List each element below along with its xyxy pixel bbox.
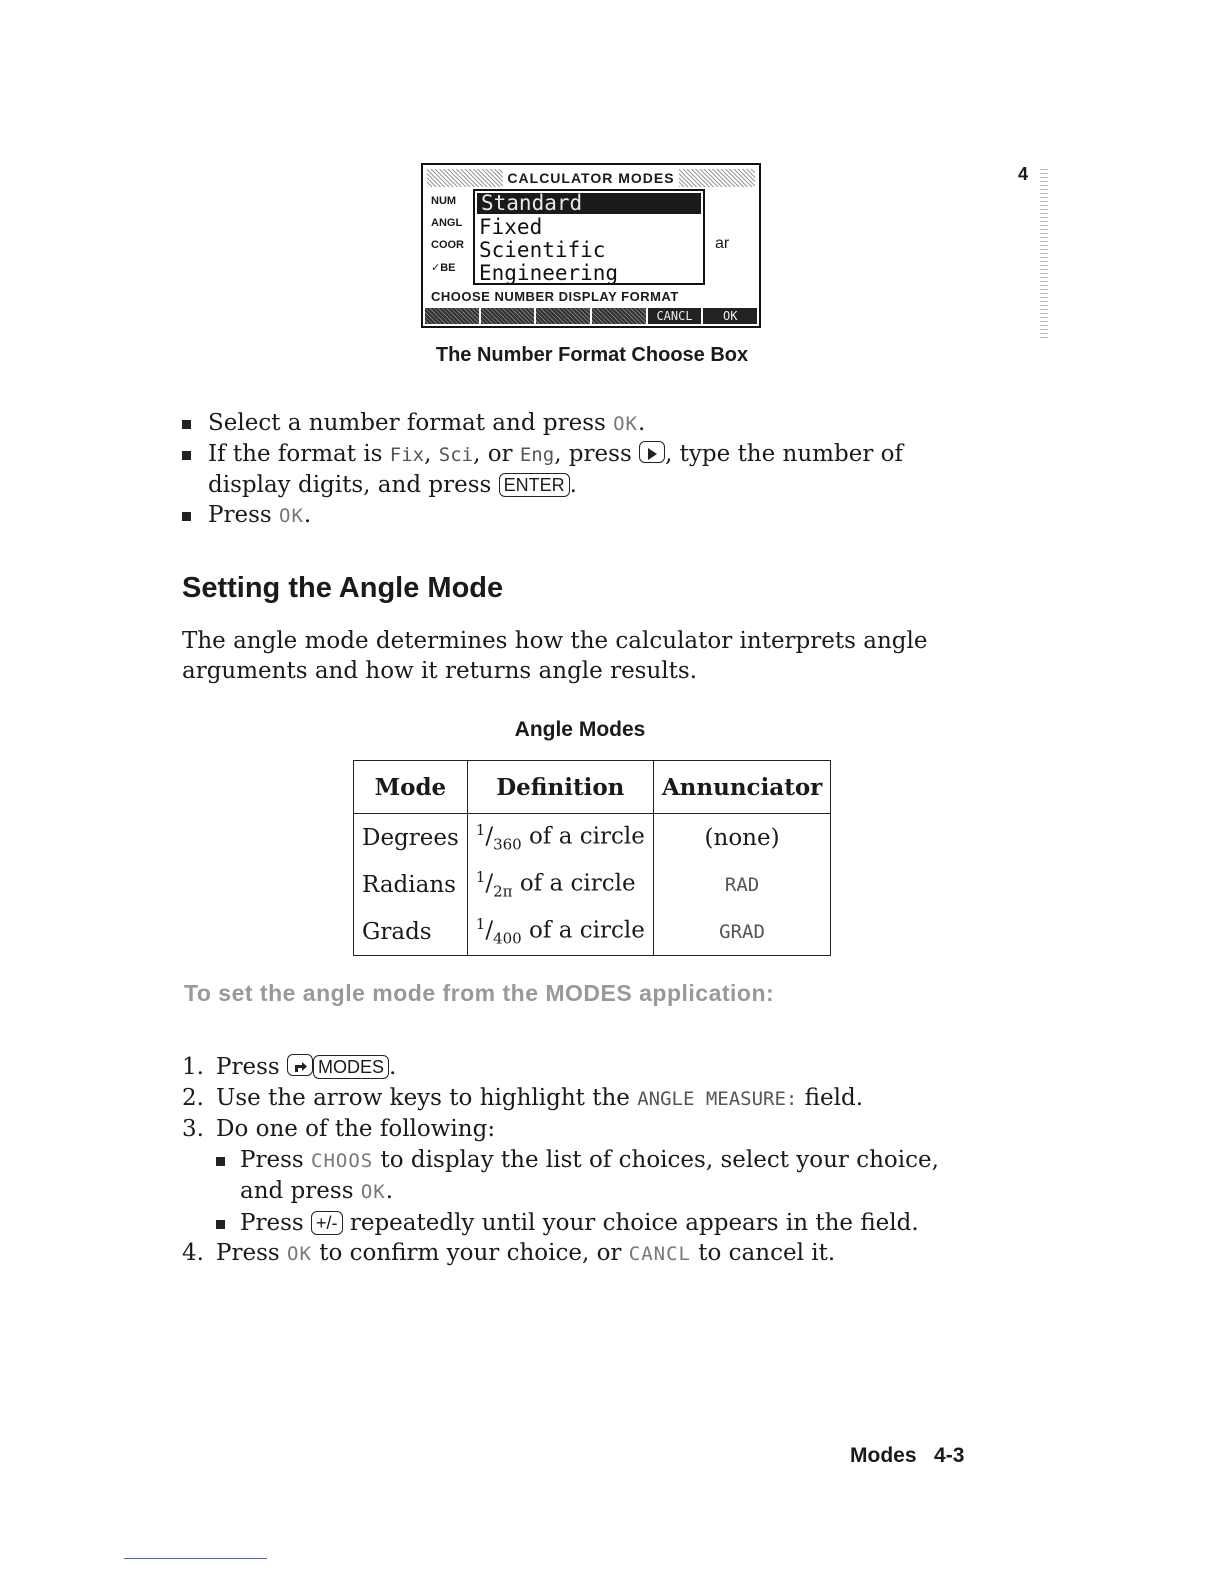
- plus-minus-key-icon: +/-: [311, 1211, 343, 1235]
- table-row: [354, 861, 831, 908]
- field-label-beep: ✓BE: [431, 262, 456, 274]
- ok-softkey-label: OK: [360, 1181, 386, 1203]
- calculator-screen: [421, 163, 761, 328]
- cancel-softkey-label: CANCL: [628, 1243, 691, 1265]
- list-item: 2. Use the arrow keys to highlight the ANGLE MEASURE: field.: [182, 1084, 863, 1111]
- angle-modes-table: [353, 760, 831, 956]
- ok-softkey-label: OK: [279, 505, 304, 527]
- bullet-icon: [216, 1157, 225, 1166]
- ok-softkey-label: OK: [613, 413, 638, 435]
- right-shift-key-icon: [287, 1054, 313, 1076]
- cell-definition: $^1/_{400}$ of a circle: [467, 908, 653, 956]
- softkey-1[interactable]: [425, 308, 479, 324]
- softkey-bar: [425, 308, 757, 324]
- enter-key-icon: ENTER: [499, 473, 570, 497]
- bullet-icon: [182, 420, 191, 429]
- footer-section: Modes: [850, 1444, 917, 1467]
- footer-rule: [124, 1558, 267, 1559]
- cell-mode: Radians: [354, 861, 468, 908]
- softkey-4[interactable]: [592, 308, 646, 324]
- screen-title-bar: [423, 165, 759, 191]
- field-label-angle: ANGL: [431, 217, 463, 229]
- eng-format-label: Eng: [519, 444, 555, 466]
- section-heading: Setting the Angle Mode: [182, 572, 504, 604]
- page-footer: [850, 1444, 964, 1468]
- list-item: 4. Press OK to confirm your choice, or CANCL to cancel it.: [182, 1240, 836, 1266]
- cell-mode: Degrees: [354, 814, 468, 862]
- bullet-icon: [216, 1220, 225, 1229]
- bullet-icon: [182, 451, 191, 460]
- column-header-annunciator: Annunciator: [653, 761, 830, 814]
- cell-annunciator: GRAD: [653, 908, 830, 956]
- list-item: If the format is Fix, Sci, or Eng, press , type the number of display digits, and press ENTER .: [182, 439, 982, 500]
- angle-measure-field-label: ANGLE MEASURE:: [637, 1087, 798, 1110]
- footer-page-number: 4-3: [934, 1444, 965, 1467]
- sci-format-label: Sci: [438, 444, 474, 466]
- cell-annunciator: RAD: [653, 861, 830, 908]
- ok-softkey-label: OK: [287, 1243, 312, 1265]
- cell-definition: $^1/_{360}$ of a circle: [467, 814, 653, 862]
- screen-title: CALCULATOR MODES: [507, 170, 675, 186]
- choos-softkey-label: CHOOS: [311, 1149, 374, 1172]
- number-format-choose-box[interactable]: [473, 189, 705, 285]
- softkey-2[interactable]: [481, 308, 535, 324]
- procedure-steps: [182, 1052, 982, 1270]
- softkey-ok[interactable]: OK: [703, 308, 757, 324]
- right-arrow-key-icon: [639, 441, 665, 463]
- field-label-coord: COOR: [431, 239, 464, 251]
- bullet-icon: [182, 512, 191, 521]
- table-row: [354, 814, 831, 862]
- softkey-cancel[interactable]: CANCL: [648, 308, 702, 324]
- chapter-tab-strip: [1040, 168, 1048, 338]
- section-paragraph: The angle mode determines how the calculator interprets angle arguments and how it returns angle results.: [182, 628, 928, 684]
- figure-caption: The Number Format Choose Box: [435, 344, 749, 366]
- cell-annunciator: (none): [653, 814, 830, 862]
- column-header-definition: Definition: [467, 761, 653, 814]
- list-item: Press CHOOS to display the list of choices, select your choice, and press OK.: [182, 1145, 982, 1208]
- table-title: Angle Modes: [514, 718, 646, 741]
- choice-engineering[interactable]: Engineering: [479, 261, 619, 285]
- procedure-title: To set the angle mode from the MODES application:: [184, 980, 775, 1006]
- field-label-num: NUM: [431, 195, 457, 207]
- choice-scientific[interactable]: Scientific: [479, 238, 606, 262]
- cell-mode: Grads: [354, 908, 468, 956]
- list-item: Select a number format and press OK.: [182, 408, 982, 439]
- list-item: Press +/- repeatedly until your choice appears in the field.: [182, 1208, 982, 1239]
- title-dither-left: [427, 169, 503, 187]
- modes-key-icon: MODES: [313, 1055, 389, 1079]
- field-value-fragment: ar: [715, 235, 730, 252]
- fix-format-label: Fix: [389, 444, 425, 466]
- softkey-3[interactable]: [536, 308, 590, 324]
- list-item: Press OK.: [182, 500, 982, 531]
- choice-fixed[interactable]: Fixed: [479, 215, 543, 239]
- title-dither-right: [679, 169, 755, 187]
- chapter-tab-number: 4: [1018, 164, 1029, 184]
- cell-definition: $^1/_{2\pi}$ of a circle: [467, 861, 653, 908]
- screen-help-text: CHOOSE NUMBER DISPLAY FORMAT: [431, 289, 679, 304]
- format-instructions: [182, 408, 982, 531]
- list-item: 1. Press MODES .: [182, 1054, 397, 1080]
- table-row: [354, 908, 831, 956]
- list-item: 3. Do one of the following:: [182, 1116, 496, 1142]
- table-header-row: [354, 761, 831, 814]
- choice-standard[interactable]: Standard: [477, 193, 701, 214]
- column-header-mode: Mode: [354, 761, 468, 814]
